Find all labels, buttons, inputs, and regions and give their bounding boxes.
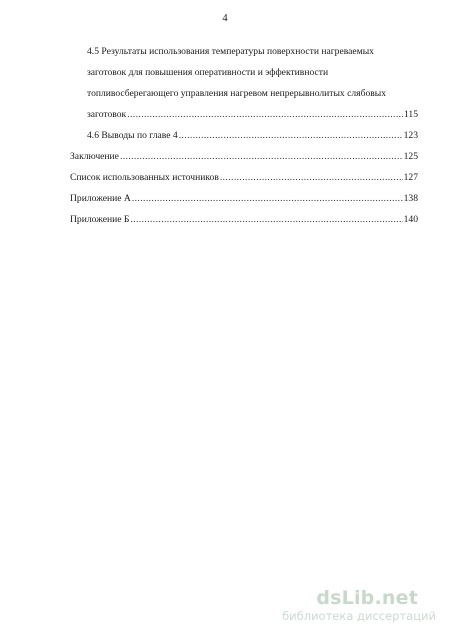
toc-entry-appendix-a [70, 188, 418, 209]
toc-page-number: 138 [403, 193, 418, 204]
toc-entry-line: 4.5 Результаты использования температуры поверхности нагреваемых [87, 46, 374, 57]
toc-entry-title: Приложение А [70, 193, 131, 204]
page-number: 4 [222, 13, 228, 24]
toc-entry-conclusion [70, 146, 418, 167]
dot-leader [127, 104, 403, 125]
dot-leader [132, 188, 403, 209]
table-of-contents [70, 41, 418, 230]
toc-page-number: 127 [403, 172, 418, 183]
toc-entry-title: Заключение [70, 151, 119, 162]
toc-entry-references [70, 167, 418, 188]
toc-entry-4-6 [70, 125, 418, 146]
toc-page-number: 115 [403, 109, 418, 120]
watermark-logo: dsLib.net [316, 587, 418, 609]
toc-entry-appendix-b [70, 209, 418, 230]
dot-leader [120, 146, 403, 167]
dot-leader [130, 209, 402, 230]
watermark-tagline: библиотека диссертаций [282, 609, 436, 623]
toc-entry-title: Список использованных источников [70, 172, 219, 183]
toc-entry-line: заготовок для повышения оперативности и эффективности [87, 67, 329, 78]
dot-leader [179, 125, 403, 146]
toc-page-number: 125 [403, 151, 418, 162]
toc-page-number: 140 [403, 214, 418, 225]
toc-page-number: 123 [403, 130, 418, 141]
dot-leader [220, 167, 403, 188]
watermark [266, 587, 436, 627]
toc-entry-title: Приложение Б [70, 214, 130, 225]
toc-entry-4-5 [70, 41, 418, 125]
toc-entry-line: топливосберегающего управления нагревом непрерывнолитых слябовых [87, 88, 387, 99]
toc-entry-title: заготовок [87, 109, 127, 120]
toc-entry-title: 4.6 Выводы по главе 4 [87, 130, 178, 141]
